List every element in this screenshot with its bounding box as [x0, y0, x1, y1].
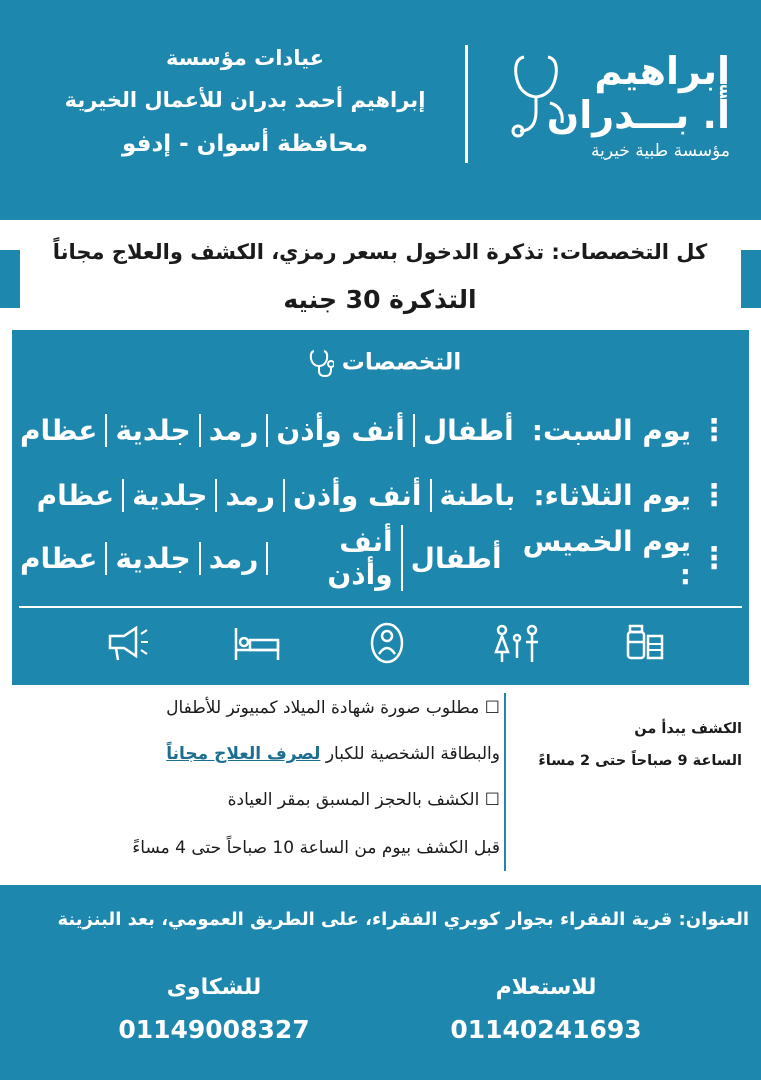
specialties-note: كل التخصصات: تذكرة الدخول بسعر رمزي، الكشف والعلاج مجاناً [52, 240, 708, 264]
institution-line-3: محافظة أسوان - إدفو [121, 131, 369, 157]
specialties-title-text: التخصصات [341, 349, 462, 376]
hours-line-2: الساعة 9 صباحاً حتى 2 مساءً [538, 753, 742, 769]
specialties-title [12, 348, 749, 378]
specialty-item: أطفال [422, 413, 514, 447]
complaints-label: للشكاوى [166, 975, 262, 1000]
institution-line-2: إبراهيم أحمد بدران للأعمال الخيرية [64, 88, 426, 112]
inquiry-phone: 01140241693 [450, 1015, 642, 1044]
complaints-contact [94, 967, 334, 1051]
specialty-item: جلدية [107, 414, 200, 447]
day-label: يوم السبت: [531, 413, 691, 447]
specialty-item: أنف وأذن [268, 414, 414, 447]
day-label: يوم الثلاثاء: [533, 478, 691, 512]
specialty-item: عظام [29, 479, 124, 512]
stethoscope-icon [308, 348, 334, 378]
specialty-item: أطفال [410, 541, 502, 575]
specialty-item: أنف وأذن [268, 525, 402, 591]
institution-block [40, 38, 450, 166]
institution-line-1: عيادات مؤسسة [165, 46, 325, 70]
service-icons [102, 618, 672, 668]
requirement-item: والبطاقة الشخصية للكبار لصرف العلاج مجاناً [166, 744, 500, 764]
specialty-item: أنف وأذن [285, 479, 431, 512]
requirement-item: ☐ مطلوب صورة شهادة الميلاد كمبيوتر للأطفال [166, 698, 500, 718]
specialty-item: رمد [217, 479, 285, 512]
schedule-row-saturday: ⋮ يوم السبت: أطفال أنف وأذن رمد جلدية عظام [12, 405, 729, 455]
schedule-row-thursday: ⋮ يوم الخميس : أطفال أنف وأذن رمد جلدية عظام [12, 533, 729, 583]
specialty-item: رمد [201, 414, 269, 447]
hours-line-1: الكشف يبدأ من [634, 721, 742, 737]
accent-bar-right [741, 250, 761, 308]
requirement-item: قبل الكشف بيوم من الساعة 10 صباحاً حتى 4 مساءً [132, 838, 500, 858]
requirement-item: ☐ الكشف بالحجز المسبق بمقر العيادة [227, 790, 500, 810]
free-treatment-highlight: لصرف العلاج مجاناً [166, 744, 321, 764]
inquiry-label: للاستعلام [495, 975, 597, 1000]
logo-name-line2: أ. بـــدران [546, 93, 730, 137]
day-label: يوم الخميس : [522, 525, 691, 591]
specialty-item: عظام [12, 542, 107, 575]
specialty-item: جلدية [124, 479, 217, 512]
specialty-item: عظام [12, 414, 107, 447]
specialty-item: رمد [201, 542, 269, 575]
address: العنوان: قرية الفقراء بجوار كوبري الفقراء، على الطريق العمومي، بعد البنزينة [57, 909, 749, 930]
inquiry-contact [426, 967, 666, 1051]
hospital-bed-icon [232, 622, 282, 664]
specialty-item: جلدية [107, 542, 200, 575]
megaphone-icon [102, 622, 152, 664]
panel-divider [19, 606, 742, 608]
accent-bar-left [0, 250, 20, 308]
specialty-item: باطنة [439, 478, 516, 512]
info-divider [504, 693, 506, 871]
stethoscope-icon [510, 51, 570, 141]
medicine-icon [622, 622, 672, 664]
schedule-row-tuesday: ⋮ يوم الثلاثاء: باطنة أنف وأذن رمد جلدية عظام [29, 470, 729, 520]
header-banner [0, 0, 761, 220]
logo-subtitle: مؤسسة طبية خيرية [591, 141, 730, 161]
logo-name-line1: إبراهيم [594, 49, 730, 93]
header-divider [465, 45, 468, 163]
hours-block [510, 716, 742, 780]
footer-banner [0, 885, 761, 1080]
specialties-panel [12, 330, 749, 685]
ticket-price: التذكرة 30 جنيه [283, 285, 477, 314]
baby-icon [362, 622, 412, 664]
complaints-phone: 01149008327 [118, 1015, 310, 1044]
logo [500, 45, 740, 175]
family-icon [492, 622, 542, 664]
